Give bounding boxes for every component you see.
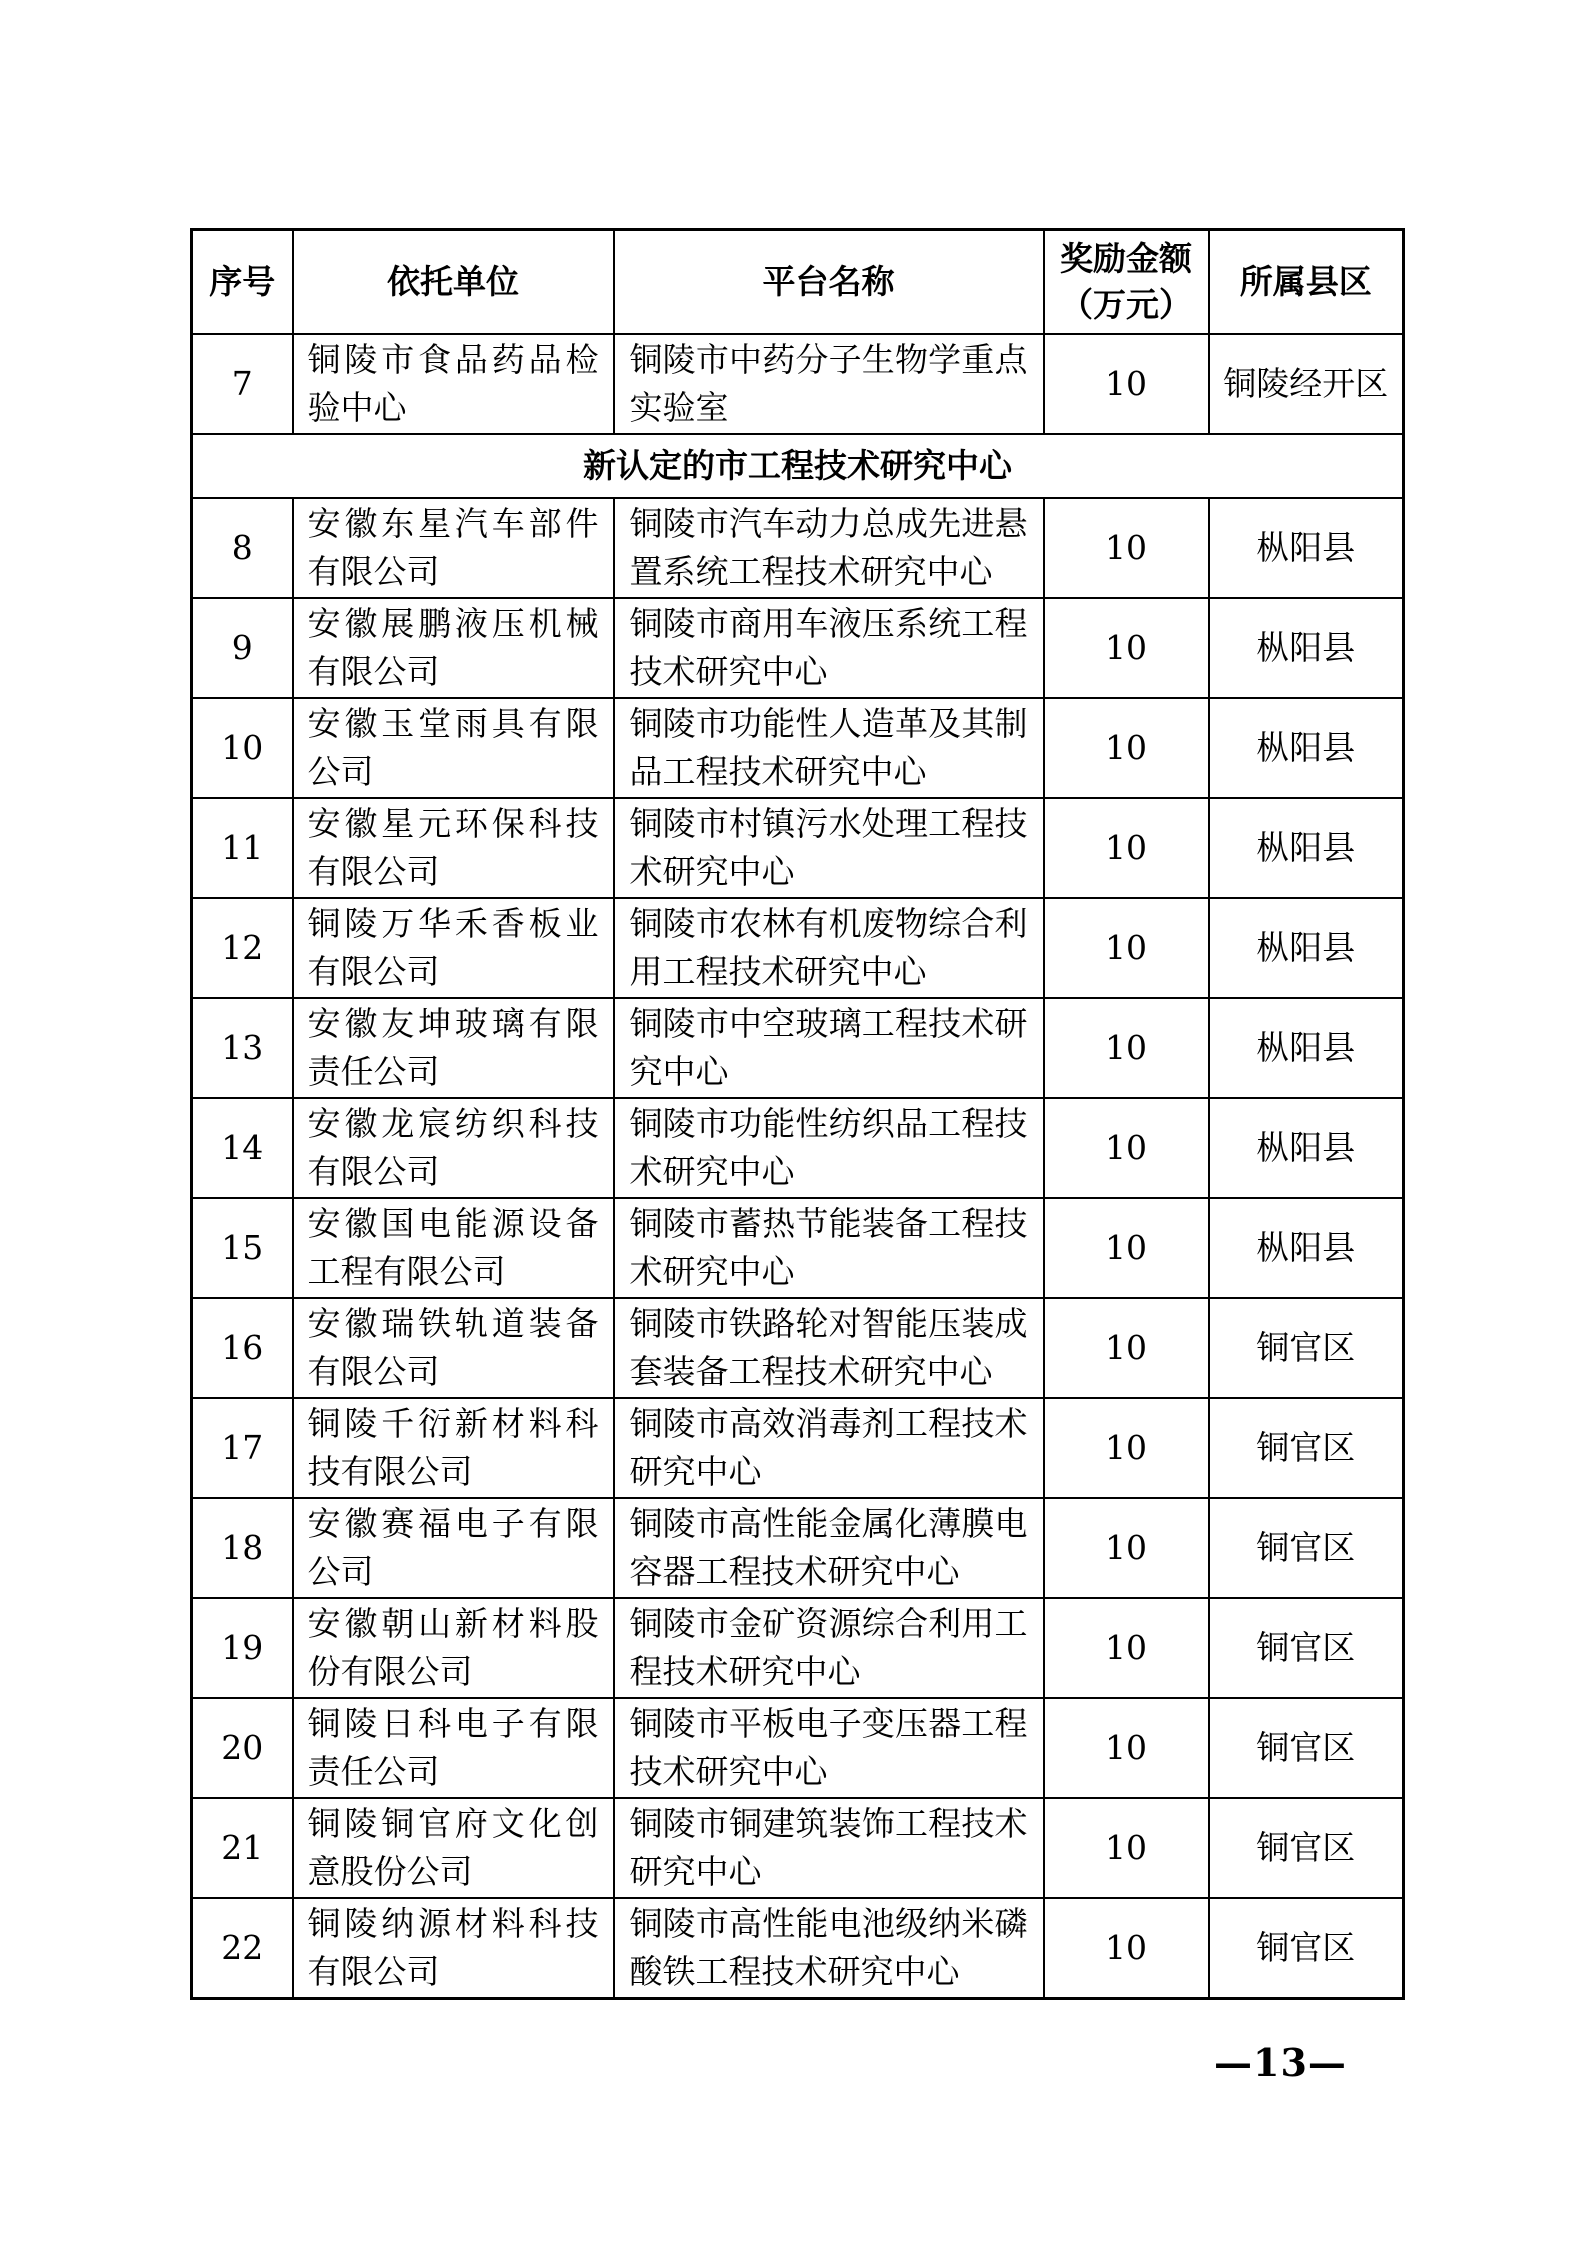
table-row — [192, 1898, 1404, 1999]
cell-platform-name: 铜陵市商用车液压系统工程技术研究中心 — [614, 598, 1044, 698]
section-title: 新认定的市工程技术研究中心 — [192, 434, 1404, 498]
cell-district: 铜官区 — [1209, 1298, 1404, 1398]
cell-platform-name: 铜陵市农林有机废物综合利用工程技术研究中心 — [614, 898, 1044, 998]
cell-district: 铜官区 — [1209, 1398, 1404, 1498]
cell-sequence-number: 16 — [192, 1298, 293, 1398]
cell-sequence-number: 18 — [192, 1498, 293, 1598]
cell-reward-amount: 10 — [1044, 1498, 1209, 1598]
table-row — [192, 1698, 1404, 1798]
cell-sequence-number: 11 — [192, 798, 293, 898]
cell-reward-amount: 10 — [1044, 1198, 1209, 1298]
table-row — [192, 898, 1404, 998]
cell-district: 枞阳县 — [1209, 798, 1404, 898]
cell-platform-name: 铜陵市中药分子生物学重点实验室 — [614, 334, 1044, 434]
cell-reward-amount: 10 — [1044, 698, 1209, 798]
cell-supporting-unit: 铜陵日科电子有限责任公司 — [293, 1698, 614, 1798]
cell-district: 枞阳县 — [1209, 1198, 1404, 1298]
col-header-amount — [1044, 230, 1209, 335]
cell-supporting-unit: 安徽赛福电子有限公司 — [293, 1498, 614, 1598]
cell-district: 铜官区 — [1209, 1498, 1404, 1598]
col-header-no: 序号 — [192, 230, 293, 335]
cell-supporting-unit: 安徽友坤玻璃有限责任公司 — [293, 998, 614, 1098]
cell-supporting-unit: 铜陵万华禾香板业有限公司 — [293, 898, 614, 998]
cell-sequence-number: 19 — [192, 1598, 293, 1698]
cell-district: 枞阳县 — [1209, 498, 1404, 598]
cell-reward-amount: 10 — [1044, 998, 1209, 1098]
cell-reward-amount: 10 — [1044, 898, 1209, 998]
cell-district: 枞阳县 — [1209, 898, 1404, 998]
table-row — [192, 1098, 1404, 1198]
cell-district: 枞阳县 — [1209, 598, 1404, 698]
cell-platform-name: 铜陵市功能性纺织品工程技术研究中心 — [614, 1098, 1044, 1198]
table-row — [192, 598, 1404, 698]
cell-platform-name: 铜陵市功能性人造革及其制品工程技术研究中心 — [614, 698, 1044, 798]
reward-table — [190, 228, 1405, 2000]
cell-sequence-number: 9 — [192, 598, 293, 698]
cell-platform-name: 铜陵市汽车动力总成先进悬置系统工程技术研究中心 — [614, 498, 1044, 598]
cell-reward-amount: 10 — [1044, 1398, 1209, 1498]
cell-sequence-number: 14 — [192, 1098, 293, 1198]
cell-reward-amount: 10 — [1044, 334, 1209, 434]
table-row — [192, 998, 1404, 1098]
cell-platform-name: 铜陵市铁路轮对智能压装成套装备工程技术研究中心 — [614, 1298, 1044, 1398]
table-row — [192, 1498, 1404, 1598]
cell-district: 铜官区 — [1209, 1698, 1404, 1798]
cell-sequence-number: 8 — [192, 498, 293, 598]
cell-sequence-number: 20 — [192, 1698, 293, 1798]
cell-district: 铜官区 — [1209, 1598, 1404, 1698]
page-number: —13— — [1214, 2040, 1347, 2085]
cell-district: 铜官区 — [1209, 1898, 1404, 1999]
table-row — [192, 1398, 1404, 1498]
cell-supporting-unit: 安徽展鹏液压机械有限公司 — [293, 598, 614, 698]
cell-sequence-number: 22 — [192, 1898, 293, 1999]
cell-sequence-number: 21 — [192, 1798, 293, 1898]
cell-supporting-unit: 安徽瑞铁轨道装备有限公司 — [293, 1298, 614, 1398]
cell-reward-amount: 10 — [1044, 1098, 1209, 1198]
cell-reward-amount: 10 — [1044, 1298, 1209, 1398]
cell-supporting-unit: 安徽国电能源设备工程有限公司 — [293, 1198, 614, 1298]
cell-district: 枞阳县 — [1209, 1098, 1404, 1198]
cell-reward-amount: 10 — [1044, 1698, 1209, 1798]
cell-platform-name: 铜陵市中空玻璃工程技术研究中心 — [614, 998, 1044, 1098]
table-row — [192, 334, 1404, 434]
cell-supporting-unit: 铜陵市食品药品检验中心 — [293, 334, 614, 434]
cell-platform-name: 铜陵市金矿资源综合利用工程技术研究中心 — [614, 1598, 1044, 1698]
cell-reward-amount: 10 — [1044, 1798, 1209, 1898]
table-row — [192, 698, 1404, 798]
cell-supporting-unit: 安徽星元环保科技有限公司 — [293, 798, 614, 898]
cell-sequence-number: 15 — [192, 1198, 293, 1298]
col-header-platform: 平台名称 — [614, 230, 1044, 335]
cell-district: 铜陵经开区 — [1209, 334, 1404, 434]
table-row — [192, 1798, 1404, 1898]
cell-platform-name: 铜陵市高效消毒剂工程技术研究中心 — [614, 1398, 1044, 1498]
cell-supporting-unit: 安徽龙宸纺织科技有限公司 — [293, 1098, 614, 1198]
cell-sequence-number: 12 — [192, 898, 293, 998]
cell-reward-amount: 10 — [1044, 1898, 1209, 1999]
table-header-row — [192, 230, 1404, 335]
cell-sequence-number: 13 — [192, 998, 293, 1098]
cell-district: 铜官区 — [1209, 1798, 1404, 1898]
cell-reward-amount: 10 — [1044, 1598, 1209, 1698]
col-header-amount-line1: 奖励金额 — [1060, 239, 1192, 278]
table-row — [192, 1598, 1404, 1698]
section-header-row — [192, 434, 1404, 498]
cell-platform-name: 铜陵市蓄热节能装备工程技术研究中心 — [614, 1198, 1044, 1298]
table-row — [192, 1198, 1404, 1298]
cell-supporting-unit: 铜陵纳源材料科技有限公司 — [293, 1898, 614, 1999]
cell-supporting-unit: 安徽朝山新材料股份有限公司 — [293, 1598, 614, 1698]
cell-reward-amount: 10 — [1044, 598, 1209, 698]
cell-reward-amount: 10 — [1044, 798, 1209, 898]
table-row — [192, 498, 1404, 598]
cell-sequence-number: 7 — [192, 334, 293, 434]
cell-supporting-unit: 安徽东星汽车部件有限公司 — [293, 498, 614, 598]
cell-district: 枞阳县 — [1209, 698, 1404, 798]
cell-platform-name: 铜陵市村镇污水处理工程技术研究中心 — [614, 798, 1044, 898]
cell-reward-amount: 10 — [1044, 498, 1209, 598]
col-header-amount-line2: （万元） — [1060, 285, 1192, 324]
cell-platform-name: 铜陵市高性能电池级纳米磷酸铁工程技术研究中心 — [614, 1898, 1044, 1999]
table-row — [192, 798, 1404, 898]
cell-supporting-unit: 铜陵铜官府文化创意股份公司 — [293, 1798, 614, 1898]
cell-platform-name: 铜陵市平板电子变压器工程技术研究中心 — [614, 1698, 1044, 1798]
cell-supporting-unit: 安徽玉堂雨具有限公司 — [293, 698, 614, 798]
col-header-district: 所属县区 — [1209, 230, 1404, 335]
col-header-unit: 依托单位 — [293, 230, 614, 335]
cell-district: 枞阳县 — [1209, 998, 1404, 1098]
cell-sequence-number: 17 — [192, 1398, 293, 1498]
table-row — [192, 1298, 1404, 1398]
cell-sequence-number: 10 — [192, 698, 293, 798]
cell-platform-name: 铜陵市铜建筑装饰工程技术研究中心 — [614, 1798, 1044, 1898]
cell-supporting-unit: 铜陵千衍新材料科技有限公司 — [293, 1398, 614, 1498]
cell-platform-name: 铜陵市高性能金属化薄膜电容器工程技术研究中心 — [614, 1498, 1044, 1598]
